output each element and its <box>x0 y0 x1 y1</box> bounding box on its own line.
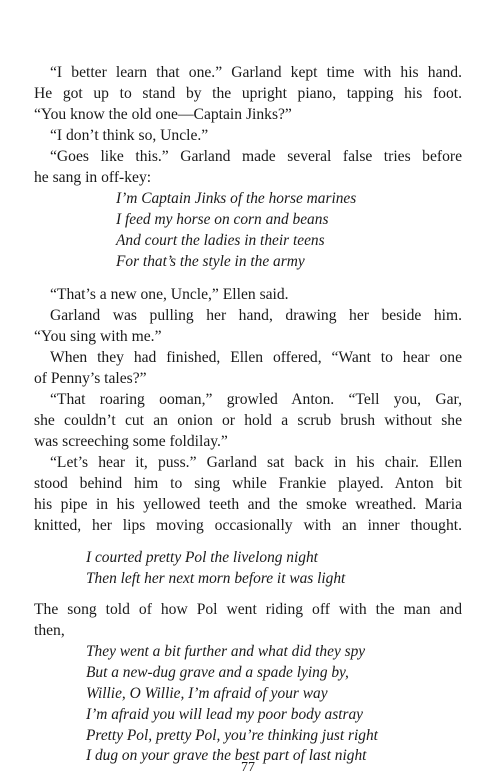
prose-line: was screeching some foldilay.” <box>34 433 228 450</box>
prose-line: his pipe in his yellowed teeth and the smoke wreathed. Maria <box>34 496 462 513</box>
verse-line: They went a bit further and what did they spy <box>86 643 366 660</box>
page-number: 77 <box>241 760 255 775</box>
prose-line: “Goes like this.” Garland made several false tries before <box>50 148 462 165</box>
prose-line: The song told of how Pol went riding off with the man and <box>34 601 462 618</box>
prose-line: “That’s a new one, Uncle,” Ellen said. <box>50 286 289 303</box>
verse-line: For that’s the style in the army <box>116 253 305 270</box>
prose-line: When they had finished, Ellen offered, “Want to hear one <box>50 349 462 366</box>
prose-line: “You sing with me.” <box>34 328 162 345</box>
prose-line: of Penny’s tales?” <box>34 370 147 387</box>
prose-line: she couldn’t cut an onion or hold a scrub brush without she <box>34 412 462 429</box>
prose-line: knitted, her lips moving occasionally with an inner thought. <box>34 517 462 534</box>
prose-line: then, <box>34 622 65 639</box>
prose-line: “I don’t think so, Uncle.” <box>50 127 209 144</box>
verse-line: I feed my horse on corn and beans <box>116 211 329 228</box>
prose-line: Garland was pulling her hand, drawing her beside him. <box>50 307 462 324</box>
verse-line: Then left her next morn before it was light <box>86 570 346 587</box>
prose-line: “You know the old one—Captain Jinks?” <box>34 106 292 123</box>
prose-line: stood behind him to sing while Frankie played. Anton bit <box>34 475 462 492</box>
prose-line: “That roaring ooman,” growled Anton. “Tell you, Gar, <box>50 391 462 408</box>
verse-line: I’m Captain Jinks of the horse marines <box>116 190 357 207</box>
prose-line: he sang in off-key: <box>34 169 152 186</box>
verse-line: Pretty Pol, pretty Pol, you’re thinking just right <box>86 727 378 744</box>
verse-line: And court the ladies in their teens <box>116 232 325 249</box>
prose-line: “Let’s hear it, puss.” Garland sat back in his chair. Ellen <box>50 454 462 471</box>
verse-line: I courted pretty Pol the livelong night <box>86 549 318 566</box>
prose-line: He got up to stand by the upright piano, tapping his foot. <box>34 85 462 102</box>
verse-line: I’m afraid you will lead my poor body astray <box>86 706 364 723</box>
verse-line: But a new-dug grave and a spade lying by, <box>86 664 349 681</box>
verse-line: I dug on your grave the best part of last night <box>86 747 367 764</box>
verse-line: Willie, O Willie, I’m afraid of your way <box>86 685 328 702</box>
prose-line: “I better learn that one.” Garland kept time with his hand. <box>50 64 462 81</box>
